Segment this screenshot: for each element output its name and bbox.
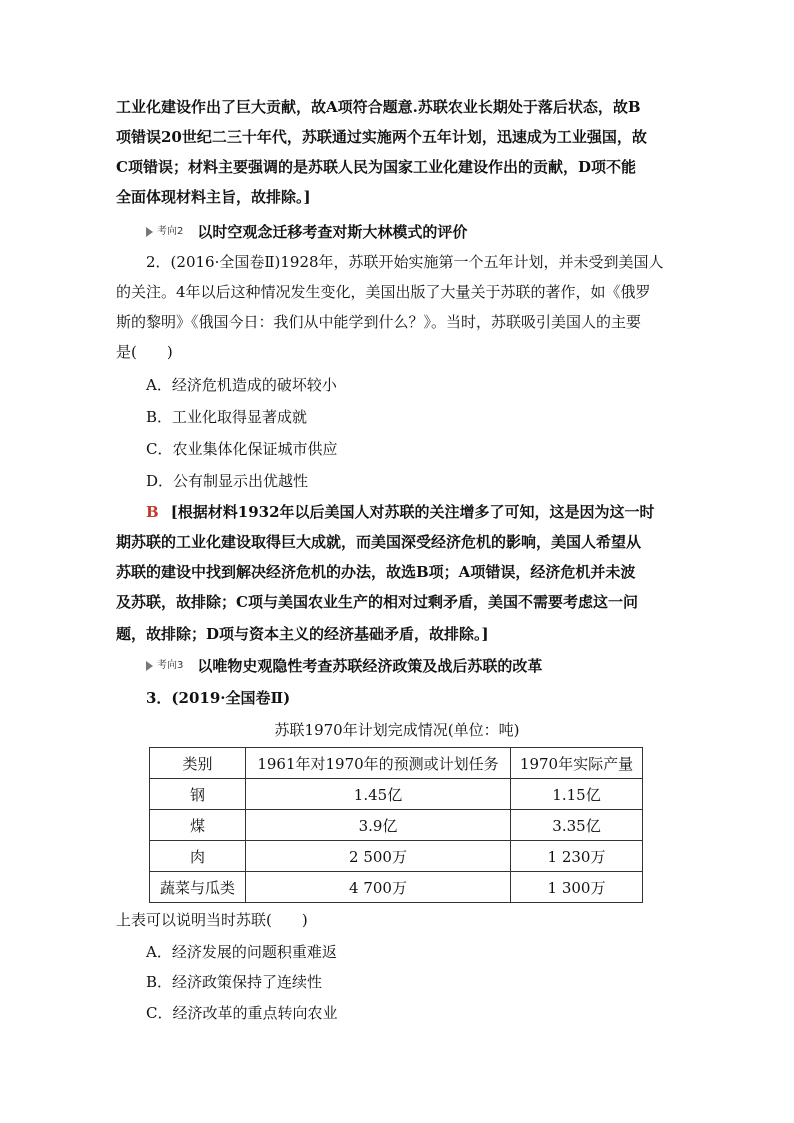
option-b: B．工业化取得显著成就	[146, 408, 308, 426]
question-line: 斯的黎明》《俄国今日：我们从中能学到什么？》。当时，苏联吸引美国人的主要	[116, 313, 642, 331]
tag-title: 以唯物史观隐性考查苏联经济政策及战后苏联的改革	[197, 657, 543, 675]
table-header: 类别	[150, 748, 246, 779]
explanation-line: 期苏联的工业化建设取得巨大成就，而美国深受经济危机的影响，美国人希望从	[116, 533, 642, 551]
paragraph-line: 全面体现材料主旨，故排除。]	[116, 188, 311, 206]
question-line: 2．(2016·全国卷Ⅱ)1928年，苏联开始实施第一个五年计划，并未受到美国人	[146, 253, 664, 271]
triangle-marker-icon	[146, 661, 153, 671]
question-line: 的关注。4年以后这种情况发生变化，美国出版了大量关于苏联的著作，如《俄罗	[116, 283, 651, 301]
table-row	[150, 779, 643, 810]
question-line: 是( )	[116, 343, 173, 361]
table-row	[150, 841, 643, 872]
paragraph-line: 项错误20世纪二三十年代，苏联通过实施两个五年计划，迅速成为工业强国，故	[116, 128, 647, 146]
table-cell: 1.15亿	[511, 779, 643, 810]
answer-line	[146, 502, 655, 522]
tag-title: 以时空观念迁移考查对斯大林模式的评价	[197, 223, 468, 241]
option-a: A．经济危机造成的破坏较小	[146, 376, 337, 394]
table-header: 1961年对1970年的预测或计划任务	[246, 748, 511, 779]
explanation-line: 及苏联，故排除；C项与美国农业生产的相对过剩矛盾，美国不需要考虑这一问	[116, 593, 638, 611]
table-header-row	[150, 748, 643, 779]
section-tag-2	[146, 222, 467, 242]
option-b: B．经济政策保持了连续性	[146, 973, 323, 991]
table-row	[150, 810, 643, 841]
section-tag-3	[146, 656, 542, 676]
table-cell: 煤	[150, 810, 246, 841]
table-cell: 肉	[150, 841, 246, 872]
table-cell: 3.35亿	[511, 810, 643, 841]
table-cell: 2 500万	[246, 841, 511, 872]
tag-label: 考向2	[157, 226, 184, 237]
table-cell: 蔬菜与瓜类	[150, 872, 246, 903]
table-cell: 1 300万	[511, 872, 643, 903]
option-a: A．经济发展的问题积重难返	[146, 943, 337, 961]
table-cell: 1.45亿	[246, 779, 511, 810]
question-head: 3．(2019·全国卷Ⅱ)	[146, 689, 291, 707]
paragraph-line: C项错误；材料主要强调的是苏联人民为国家工业化建设作出的贡献，D项不能	[116, 158, 636, 176]
option-c: C．经济改革的重点转向农业	[146, 1004, 338, 1022]
table-cell: 1 230万	[511, 841, 643, 872]
paragraph-line: 工业化建设作出了巨大贡献，故A项符合题意.苏联农业长期处于落后状态，故B	[116, 98, 641, 116]
table-caption: 苏联1970年计划完成情况(单位：吨)	[274, 721, 520, 739]
table-cell: 4 700万	[246, 872, 511, 903]
triangle-marker-icon	[146, 227, 153, 237]
explanation-line: 苏联的建设中找到解决经济危机的办法，故选B项；A项错误，经济危机并未波	[116, 563, 636, 581]
option-d: D．公有制显示出优越性	[146, 472, 309, 490]
option-c: C．农业集体化保证城市供应	[146, 440, 338, 458]
table-row	[150, 872, 643, 903]
table-header: 1970年实际产量	[511, 748, 643, 779]
question-stem: 上表可以说明当时苏联( )	[116, 911, 308, 929]
table-cell: 3.9亿	[246, 810, 511, 841]
explanation-text: [根据材料1932年以后美国人对苏联的关注增多了可知，这是因为这一时	[170, 503, 655, 521]
tag-label: 考向3	[157, 660, 184, 671]
table-cell: 钢	[150, 779, 246, 810]
answer-letter: B	[146, 503, 159, 521]
data-table	[149, 747, 643, 903]
explanation-line: 题，故排除；D项与资本主义的经济基础矛盾，故排除。]	[116, 625, 489, 643]
